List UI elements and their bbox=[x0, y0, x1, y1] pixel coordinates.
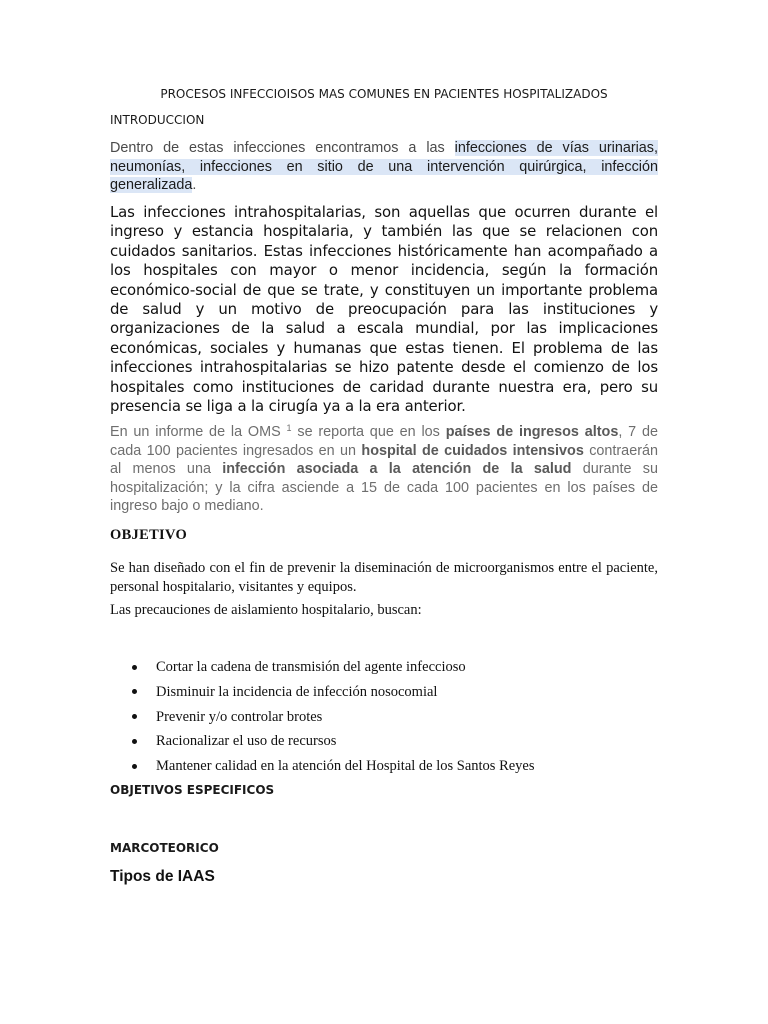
p3-text-5: durante su hospitalización; y la cifra asciende a 15 de cada 100 pacientes en los países de ingreso bajo o mediano. bbox=[110, 461, 658, 515]
intro-paragraph-3 bbox=[110, 423, 658, 516]
list-item bbox=[130, 707, 670, 732]
introduccion-heading: INTRODUCCION bbox=[110, 113, 205, 127]
document-title: PROCESOS INFECCIOISOS MAS COMUNES EN PACIENTES HOSPITALIZADOS bbox=[160, 87, 608, 101]
list-item-text: Racionalizar el uso de recursos bbox=[156, 733, 337, 750]
p3-text-1: En un informe de la OMS bbox=[110, 424, 287, 440]
tipos-iaas-heading: Tipos de IAAS bbox=[110, 868, 215, 885]
objetivo-heading: OBJETIVO bbox=[110, 527, 188, 543]
intro-p1-lead: Dentro de estas infecciones encontramos a las bbox=[110, 140, 455, 156]
intro-paragraph-2: Las infecciones intrahospitalarias, son aquellas que ocurren durante el ingreso y estancia hospitalaria, y también las que se relacionen con cuidados sanitarios. Estas infecciones históricamente han acompañado a los hospitales con mayor o menor incidencia, según la formación económico-social de que se trate, y constituyen un importante problema de salud y un motivo de preocupación para las instituciones y organizaciones de la salud a escala mundial, por las implicaciones económicas, sociales y humanas que estas tienen. El problema de las infecciones intrahospitalarias se hizo patente desde el comienzo de los hospitales como instituciones de caridad durante nuestra era, pero su presencia se liga a la cirugía ya a la era anterior. bbox=[110, 203, 658, 416]
objetivo-paragraph-2: Las precauciones de aislamiento hospitalario, buscan: bbox=[110, 602, 422, 618]
precautions-list bbox=[130, 657, 670, 781]
intro-paragraph-1 bbox=[110, 139, 658, 195]
footnote-ref: 1 bbox=[286, 423, 292, 433]
marco-teorico-heading: MARCOTEORICO bbox=[110, 841, 219, 855]
p3-bold-2: hospital de cuidados intensivos bbox=[361, 442, 584, 459]
list-item bbox=[130, 657, 670, 682]
list-item-text: Prevenir y/o controlar brotes bbox=[156, 708, 323, 725]
p3-text-4: contraerán al menos una bbox=[110, 442, 658, 478]
list-item bbox=[130, 731, 670, 756]
list-item-text: Mantener calidad en la atención del Hospital de los Santos Reyes bbox=[156, 758, 535, 775]
p3-text-2: se reporta que en los bbox=[291, 424, 446, 440]
highlighted-infection-list: infecciones de vías urinarias, neumonías, infecciones en sitio de una intervención quirúrgica, infección generalizada bbox=[110, 140, 659, 193]
p3-bold-3: infección asociada a la atención de la salud bbox=[222, 461, 572, 478]
objetivos-especificos-heading: OBJETIVOS ESPECIFICOS bbox=[110, 783, 275, 797]
list-item bbox=[130, 756, 670, 781]
bullet-icon bbox=[132, 764, 137, 769]
list-item-text: Cortar la cadena de transmisión del agente infeccioso bbox=[156, 659, 466, 675]
p3-text-3: , 7 de cada 100 pacientes ingresados en un bbox=[110, 424, 658, 459]
bullet-icon bbox=[132, 689, 137, 694]
list-item bbox=[130, 682, 670, 707]
p3-bold-1: países de ingresos altos bbox=[445, 424, 619, 440]
bullet-icon bbox=[132, 739, 137, 744]
bullet-icon bbox=[132, 665, 137, 670]
intro-p1-tail: . bbox=[192, 177, 197, 193]
objetivo-paragraph-1: Se han diseñado con el fin de prevenir la diseminación de microorganismos entre el paciente, personal hospitalario, visitantes y equipos. bbox=[110, 560, 658, 595]
list-item-text: Disminuir la incidencia de infección nosocomial bbox=[156, 683, 438, 700]
bullet-icon bbox=[132, 714, 137, 719]
